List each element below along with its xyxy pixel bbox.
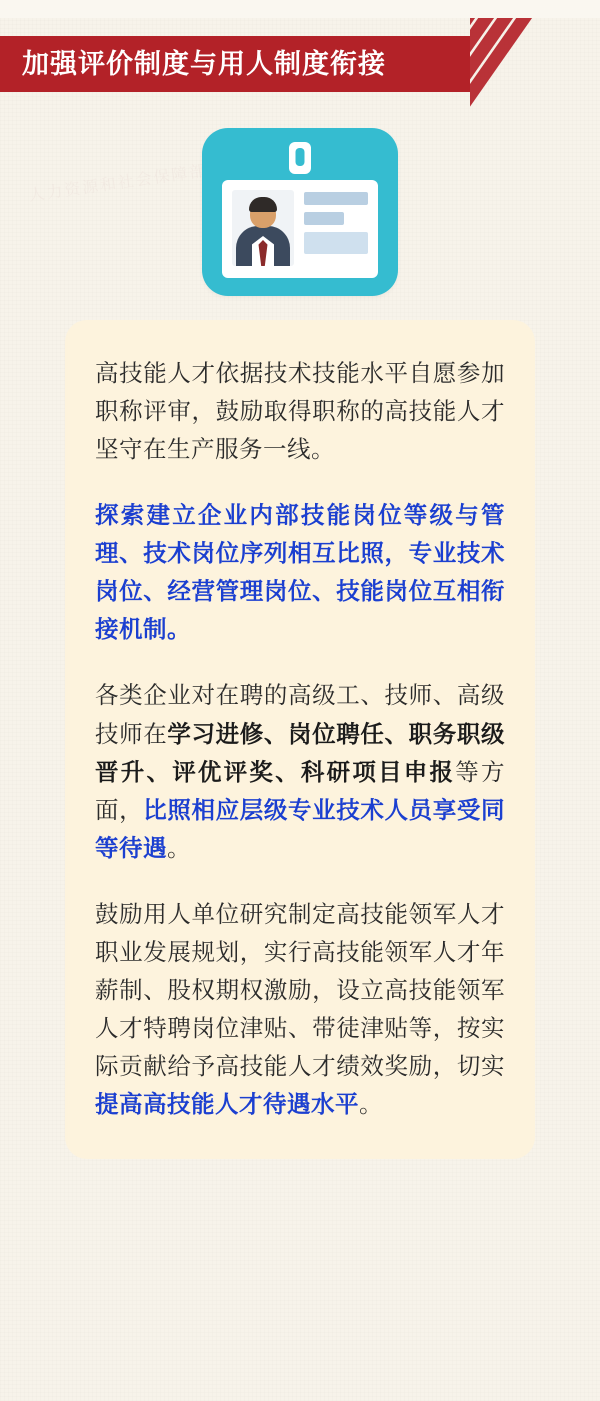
paragraph-4-run-3: 。 (359, 1091, 383, 1118)
paragraph-2 (95, 496, 505, 648)
paragraph-1-run-1: 高技能人才依据技术技能水平自愿参加职称评审，鼓励取得职称的高技能人才坚守在生产服务一线。 (95, 360, 505, 463)
banner-ribbon (0, 36, 470, 92)
paragraph-2-run-1: 探索建立企业内部技能岗位等级与管理、技术岗位序列相互比照，专业技术岗位、经营管理岗位、技能岗位互相衔接机制。 (95, 502, 505, 643)
paragraph-3-run-3: 等方面， (95, 758, 506, 823)
paragraph-4-run-2: 提高高技能人才待遇水平 (95, 1091, 359, 1118)
paragraph-3-run-1: 各类企业对在聘的高级工、技师、高级技师在 (95, 682, 505, 747)
paragraph-3-run-5: 。 (167, 834, 191, 861)
paragraph-4 (95, 895, 505, 1123)
content-card (65, 320, 535, 1159)
id-card-clip-icon (289, 142, 311, 174)
paragraph-3-run-2: 学习进修、岗位聘任、职务职级晋升、评优评奖、科研项目申报 (95, 720, 505, 785)
paragraph-1 (95, 354, 505, 468)
icon-container (0, 128, 600, 296)
id-card-body (222, 180, 378, 278)
id-card-portrait-icon (232, 190, 294, 266)
page-title: 加强评价制度与用人制度衔接 (22, 48, 386, 79)
id-card-icon (202, 128, 398, 296)
paragraph-4-run-1: 鼓励用人单位研究制定高技能领军人才职业发展规划，实行高技能领军人才年薪制、股权期权激励，设立高技能领军人才特聘岗位津贴、带徒津贴等，按实际贡献给予高技能人才绩效奖励，切实 (95, 900, 505, 1079)
paragraph-3-run-4: 比照相应层级专业技术人员享受同等待遇 (95, 796, 505, 861)
header-banner (0, 18, 600, 114)
paragraph-3 (95, 676, 505, 866)
banner-stripes-decoration (470, 18, 600, 110)
id-card-text-lines (304, 190, 368, 268)
